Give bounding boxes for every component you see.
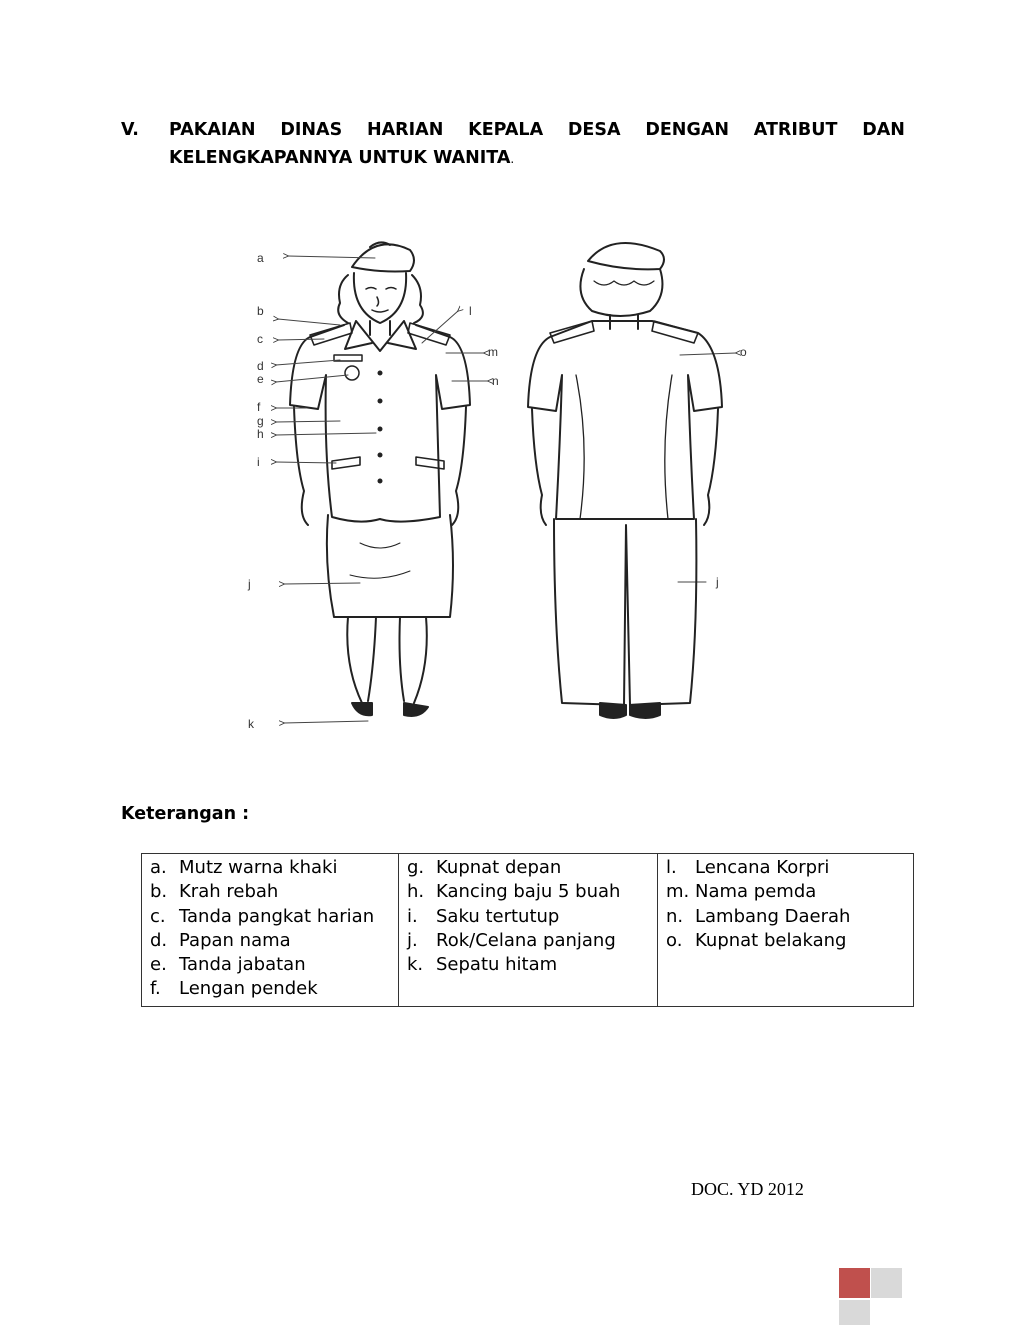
item-letter: f.	[150, 978, 161, 1000]
jacket-back	[528, 321, 722, 519]
list-item	[150, 977, 390, 1001]
item-text: Nama pemda	[695, 881, 817, 903]
back-figure	[528, 243, 722, 718]
uniform-illustration	[240, 225, 760, 745]
heading-word: DENGAN	[645, 120, 730, 140]
heading-period: .	[510, 152, 515, 166]
item-text: Lencana Korpri	[695, 857, 830, 878]
list-item	[150, 905, 390, 929]
hair-front	[338, 275, 423, 323]
item-text: Papan nama	[179, 929, 291, 951]
item-letter: m.	[666, 881, 690, 903]
label-a: a	[257, 251, 264, 265]
label-c: c	[257, 332, 263, 346]
label-n: n	[492, 374, 499, 388]
item-letter: c.	[150, 905, 166, 927]
item-text: Tanda pangkat harian	[179, 905, 375, 927]
item-text: Saku tertutup	[436, 905, 560, 927]
list-item	[407, 905, 649, 929]
list-item	[666, 880, 905, 904]
label-g: g	[257, 414, 264, 428]
item-text: Tanda jabatan	[179, 954, 306, 976]
label-o: o	[740, 345, 747, 359]
item-letter: k.	[407, 954, 424, 976]
item-text: Lambang Daerah	[695, 905, 851, 927]
list-item	[407, 929, 649, 953]
decorative-square-gray-lower	[839, 1300, 870, 1325]
item-text: Mutz warna khaki	[179, 857, 338, 878]
item-text: Sepatu hitam	[436, 954, 558, 976]
list-item	[150, 880, 390, 904]
item-letter: e.	[150, 954, 167, 976]
list-item	[150, 929, 390, 953]
item-text: Kancing baju 5 buah	[436, 881, 621, 903]
front-figure	[290, 242, 470, 716]
item-letter: b.	[150, 881, 168, 903]
label-f: f	[257, 400, 261, 414]
list-item	[150, 856, 390, 880]
list-item	[407, 880, 649, 904]
collar-front	[345, 321, 416, 351]
document-code: DOC. YD 2012	[691, 1179, 804, 1199]
heading-line-2-text: KELENGKAPANNYA UNTUK WANITA	[169, 148, 511, 168]
label-d: d	[257, 359, 264, 373]
item-text: Krah rebah	[179, 881, 279, 903]
item-letter: n.	[666, 905, 684, 927]
item-text: Rok/Celana panjang	[436, 929, 616, 951]
heading-word: DINAS	[280, 120, 343, 140]
cap-back	[588, 243, 664, 269]
item-letter: o.	[666, 929, 683, 951]
label-l: l	[469, 304, 472, 318]
hair-back	[580, 269, 662, 316]
heading-line-2	[169, 148, 514, 168]
item-letter: i.	[407, 905, 418, 927]
section-number: V.	[121, 120, 139, 140]
shoes-front	[352, 703, 428, 716]
heading-word: DAN	[862, 120, 905, 140]
list-item	[150, 953, 390, 977]
face-front	[354, 273, 406, 323]
label-j-front: j	[248, 577, 251, 591]
legend-column-1	[142, 854, 399, 1007]
heading-word: DESA	[567, 120, 621, 140]
decorative-square-gray	[871, 1268, 902, 1298]
list-item	[666, 929, 905, 953]
label-b: b	[257, 304, 264, 318]
heading-word: ATRIBUT	[753, 120, 838, 140]
legend-table	[141, 853, 914, 1007]
jacket-buttons	[378, 371, 383, 484]
item-letter: j.	[407, 929, 418, 951]
label-i: i	[257, 455, 260, 469]
item-letter: l.	[666, 857, 677, 878]
heading-line-1	[169, 120, 905, 140]
label-k: k	[248, 717, 254, 731]
item-text: Kupnat depan	[436, 857, 562, 878]
list-item	[407, 856, 649, 880]
heading-word: KEPALA	[468, 120, 544, 140]
heading-word: HARIAN	[366, 120, 444, 140]
leader-arrows	[276, 256, 736, 723]
legend-title: Keterangan :	[121, 804, 250, 824]
table-row	[142, 854, 914, 1007]
item-letter: d.	[150, 929, 168, 951]
legend-column-3	[658, 854, 914, 1007]
label-e: e	[257, 372, 264, 386]
legend-column-2	[399, 854, 658, 1007]
item-letter: a.	[150, 857, 167, 878]
label-m: m	[488, 345, 498, 359]
skirt-front	[327, 515, 453, 617]
label-j-back: j	[716, 575, 719, 589]
item-letter: g.	[407, 857, 425, 878]
jacket-front	[290, 325, 470, 522]
decorative-square-red	[839, 1268, 870, 1298]
trousers-back	[554, 519, 696, 705]
list-item	[407, 953, 649, 977]
item-text: Lengan pendek	[179, 978, 318, 1000]
item-letter: h.	[407, 881, 425, 903]
item-text: Kupnat belakang	[695, 929, 847, 951]
list-item	[666, 905, 905, 929]
list-item	[666, 856, 905, 880]
heading-word: PAKAIAN	[169, 120, 256, 140]
label-h: h	[257, 427, 264, 441]
